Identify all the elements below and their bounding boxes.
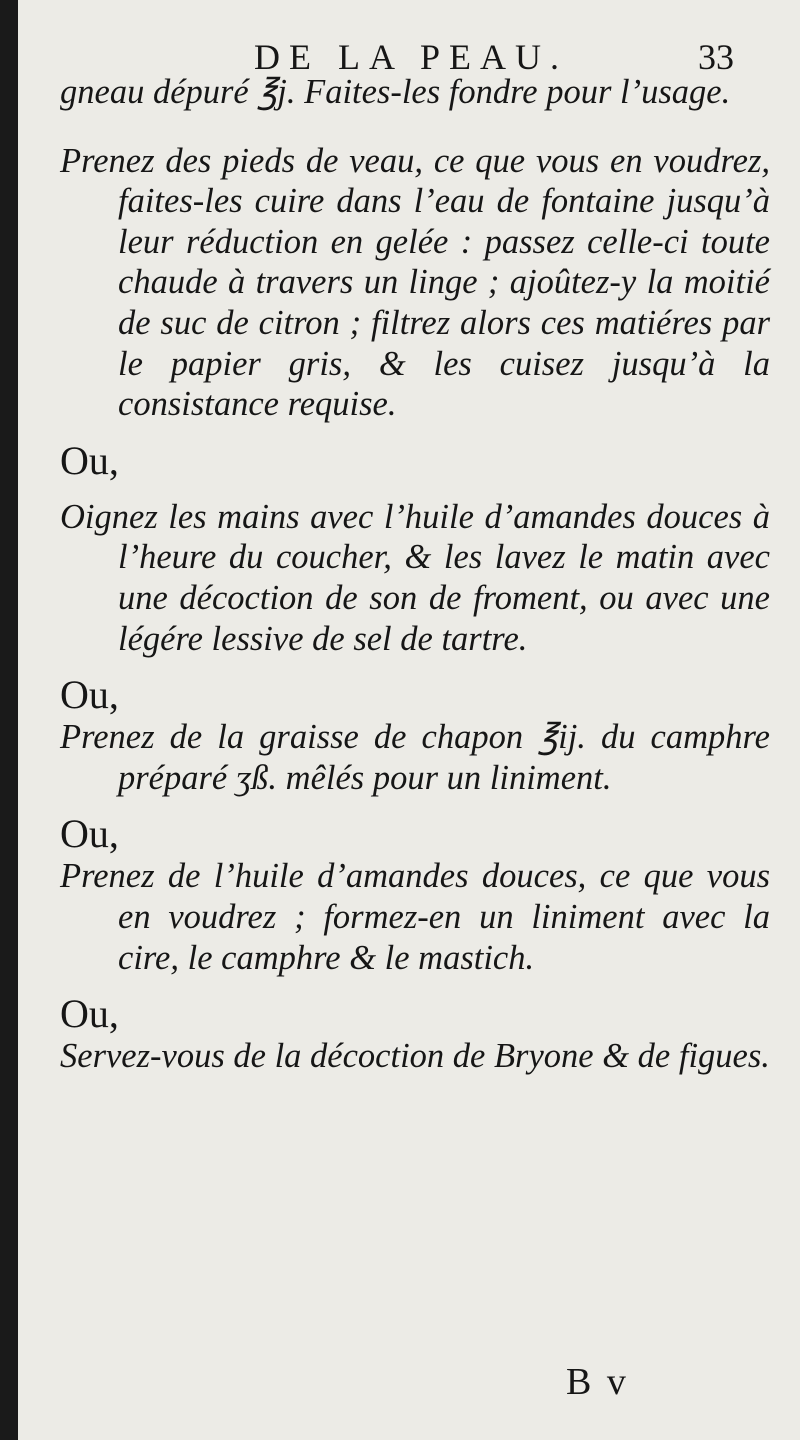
- recipe-paragraph-1: Prenez des pieds de veau, ce que vous en voudrez, faites-les cuire dans l’eau de fontaine jusqu’à leur réduction en gelée : passez celle-ci toute chaude à travers un linge ; ajoûtez-y la moitié de suc de citron ; filtrez alors ces matiéres par le papier gris, & les cuisez jusqu’à la consistance requise.: [60, 141, 770, 424]
- continuation-paragraph: gneau dépuré ℥j. Faites-les fondre pour l’usage.: [60, 73, 731, 111]
- page-body: [60, 72, 770, 1077]
- ou-heading-4: Ou,: [60, 991, 119, 1037]
- ou-heading-1: Ou,: [60, 437, 119, 483]
- page-number: 33: [698, 37, 734, 77]
- ou-heading-2: Ou,: [60, 672, 119, 718]
- ou-heading-3: Ou,: [60, 811, 119, 857]
- book-page: [18, 0, 800, 1440]
- recipe-paragraph-4: Prenez de l’huile d’amandes douces, ce que vous en voudrez ; formez-en un liniment avec la cire, le camphre & le mastich.: [60, 857, 770, 977]
- running-head: DE LA PEAU.: [254, 37, 568, 77]
- recipe-paragraph-5: Servez-vous de la décoction de Bryone & de figues.: [60, 1037, 770, 1076]
- signature-mark: B v: [566, 1361, 629, 1403]
- recipe-paragraph-3: Prenez de la graisse de chapon ℥ij. du camphre préparé ʒß. mêlés pour un liniment.: [60, 718, 770, 797]
- recipe-paragraph-2: Oignez les mains avec l’huile d’amandes douces à l’heure du coucher, & les lavez le matin avec une décoction de son de froment, ou avec une légére lessive de sel de tartre.: [60, 497, 770, 658]
